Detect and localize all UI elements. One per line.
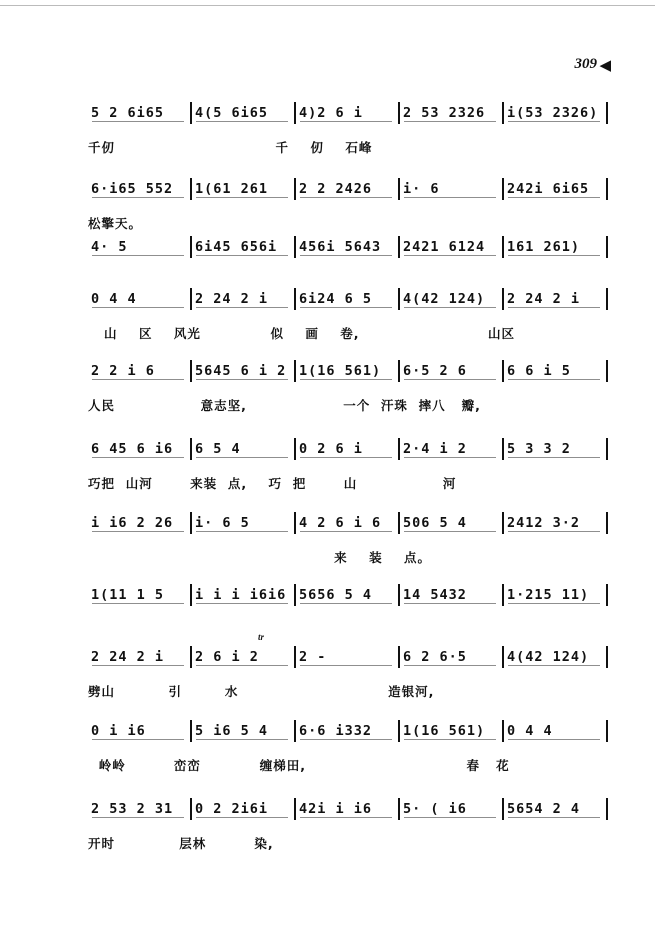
measure: 1·215 11) <box>504 584 608 606</box>
measure: 5 i6 5 4 <box>192 720 296 742</box>
measure: 0 2 2i6i <box>192 798 296 820</box>
notation-line <box>88 646 608 668</box>
measure: 4)2 6 i <box>296 102 400 124</box>
measure: 0 i i6 <box>88 720 192 742</box>
measure: 2 24 2 i <box>192 288 296 310</box>
measure: i· 6 <box>400 178 504 200</box>
measure: 2 53 2326 <box>400 102 504 124</box>
measure: 2 24 2 i <box>88 646 192 668</box>
lyric-line: 山 区 风光 似 画 卷, 山区 <box>88 326 515 341</box>
measure: 0 4 4 <box>88 288 192 310</box>
measure: 6·i65 552 <box>88 178 192 200</box>
measure: 5 2 6i65 <box>88 102 192 124</box>
measure: 4· 5 <box>88 236 192 258</box>
measure: i(53 2326) <box>504 102 608 124</box>
score-system <box>88 178 608 230</box>
lyric-line: 开时 层林 染, <box>88 836 274 851</box>
measure: 2 24 2 i <box>504 288 608 310</box>
notation-line <box>88 584 608 606</box>
measure: 4(42 124) <box>400 288 504 310</box>
measure: 242i 6i65 <box>504 178 608 200</box>
notation-line <box>88 236 608 258</box>
measure: 161 261) <box>504 236 608 258</box>
measure: i i i i6i6 <box>192 584 296 606</box>
measure: 1(16 561) <box>296 360 400 382</box>
measure: 5654 2 4 <box>504 798 608 820</box>
measure: 2·4 i 2 <box>400 438 504 460</box>
score-system <box>88 720 608 772</box>
lyric-line <box>88 620 608 636</box>
measure: 14 5432 <box>400 584 504 606</box>
lyric-line: 巧把 山河 来装 点, 巧 把 山 河 <box>88 476 457 491</box>
measure: 6 6 i 5 <box>504 360 608 382</box>
measure: 5656 5 4 <box>296 584 400 606</box>
lyric-line: 来 装 点。 <box>88 550 431 565</box>
score-system <box>88 102 608 154</box>
score-system <box>88 288 608 340</box>
trill-mark: tr <box>258 632 265 642</box>
score-system <box>88 646 608 698</box>
measure: 4 2 6 i 6 <box>296 512 400 534</box>
measure: 0 4 4 <box>504 720 608 742</box>
measure: 5 3 3 2 <box>504 438 608 460</box>
page-number: 309 <box>574 56 597 72</box>
measure: 5645 6 i 2 <box>192 360 296 382</box>
measure: 2 - <box>296 646 400 668</box>
measure: 2 53 2 31 <box>88 798 192 820</box>
score-system <box>88 360 608 412</box>
notation-line <box>88 178 608 200</box>
measure: 6i45 656i <box>192 236 296 258</box>
measure: 6 5 4 <box>192 438 296 460</box>
measure: 456i 5643 <box>296 236 400 258</box>
measure: i i6 2 26 <box>88 512 192 534</box>
measure: 2421 6124 <box>400 236 504 258</box>
measure: i· 6 5 <box>192 512 296 534</box>
lyric-line: 劈山 引 水 造银河, <box>88 684 435 699</box>
lyric-line: 千仞 千 仞 石峰 <box>88 140 373 155</box>
measure: 6 2 6·5 <box>400 646 504 668</box>
lyric-line: 松擎天。 <box>88 216 143 231</box>
measure: 2 2 2426 <box>296 178 400 200</box>
measure: 1(16 561) <box>400 720 504 742</box>
measure: 5· ( i6 <box>400 798 504 820</box>
top-rule <box>0 5 655 6</box>
notation-line <box>88 798 608 820</box>
measure: 0 2 6 i <box>296 438 400 460</box>
measure: 4(42 124) <box>504 646 608 668</box>
page-marker-icon: ◀ <box>599 58 611 74</box>
measure: 6 45 6 i6 <box>88 438 192 460</box>
measure: 2 2 i 6 <box>88 360 192 382</box>
measure: 6·5 2 6 <box>400 360 504 382</box>
notation-line <box>88 720 608 742</box>
measure: 2 6 i 2 <box>192 646 296 668</box>
measure: 1(11 1 5 <box>88 584 192 606</box>
notation-line <box>88 102 608 124</box>
measure: 1(61 261 <box>192 178 296 200</box>
lyric-line <box>88 272 608 288</box>
score-system <box>88 438 608 490</box>
measure: 6i24 6 5 <box>296 288 400 310</box>
notation-line <box>88 288 608 310</box>
score-system <box>88 236 608 288</box>
notation-line <box>88 438 608 460</box>
lyric-line: 岭岭 峦峦 缠梯田, 春 花 <box>88 758 510 773</box>
measure: 506 5 4 <box>400 512 504 534</box>
lyric-line: 人民 意志坚, 一个 汗珠 摔八 瓣, <box>88 398 481 413</box>
score-system <box>88 584 608 636</box>
score-system <box>88 798 608 850</box>
measure: 2412 3·2 <box>504 512 608 534</box>
measure: 4(5 6i65 <box>192 102 296 124</box>
measure: 6·6 i332 <box>296 720 400 742</box>
notation-line <box>88 360 608 382</box>
measure: 42i i i6 <box>296 798 400 820</box>
notation-line <box>88 512 608 534</box>
score-system <box>88 512 608 564</box>
